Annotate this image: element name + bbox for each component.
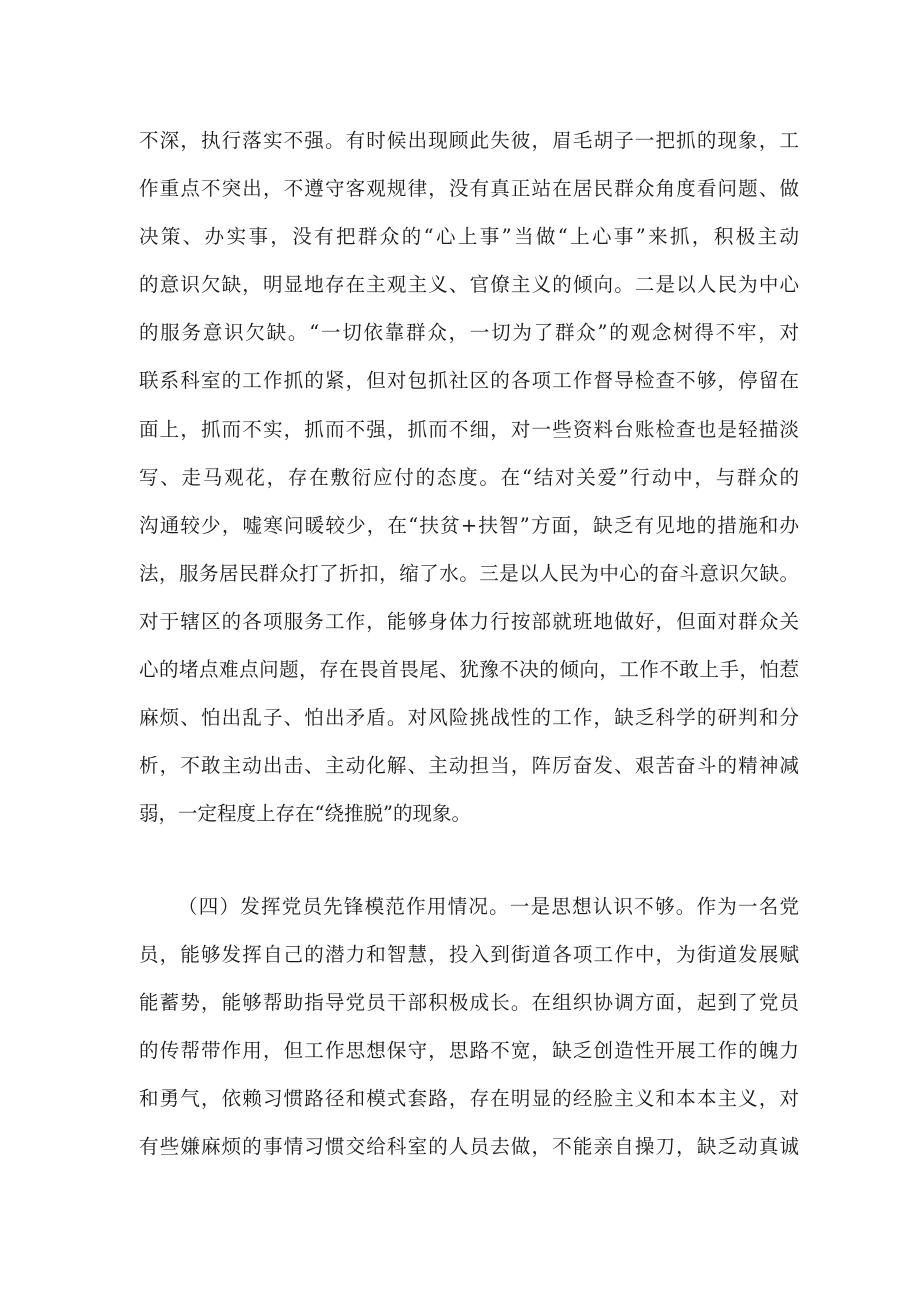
text-line: 弱，一定程度上存在“绕推脱”的现象。 — [139, 802, 471, 826]
text-line: 法，服务居民群众打了折扣，缩了水。三是以人民为中心的奋斗意识欠缺。 — [139, 561, 799, 585]
text-line: 析，不敢主动出击、主动化解、主动担当，阵厉奋发、艰苦奋斗的精神减 — [139, 754, 799, 778]
text-line: 面上，抓而不实，抓而不强，抓而不细，对一些资料台账检查也是轻描淡 — [139, 417, 799, 441]
text-line: 写、走马观花，存在敷衍应付的态度。在“结对关爱”行动中，与群众的 — [139, 465, 799, 489]
text-line: 的服务意识欠缺。“一切依靠群众，一切为了群众”的观念树得不牢，对 — [139, 321, 799, 345]
text-line: 沟通较少，嘘寒问暖较少，在“扶贫+扶智”方面，缺乏有见地的措施和办 — [139, 513, 799, 537]
text-line: 联系科室的工作抓的紧，但对包抓社区的各项工作督导检查不够，停留在 — [139, 369, 799, 393]
paragraph-party-member-role — [139, 883, 799, 1172]
section-heading-line: （四）发挥党员先锋模范作用情况。一是思想认识不够。作为一名党 — [178, 895, 799, 918]
text-line: 的意识欠缺，明显地存在主观主义、官僚主义的倾向。二是以人民为中心 — [139, 273, 799, 297]
text-line: 能蓄势，能够帮助指导党员干部积极成长。在组织协调方面，起到了党员 — [139, 991, 799, 1015]
text-line: 有些嫌麻烦的事情习惯交给科室的人员去做，不能亲自操刀，缺乏动真诚 — [139, 1135, 799, 1159]
text-line: 的传帮带作用，但工作思想保守，思路不宽，缺乏创造性开展工作的魄力 — [139, 1039, 799, 1063]
text-line: 心的堵点难点问题，存在畏首畏尾、犹豫不决的倾向，工作不敢上手，怕惹 — [139, 658, 799, 682]
text-line: 对于辖区的各项服务工作，能够身体力行按部就班地做好，但面对群众关 — [139, 609, 799, 633]
text-line: 员，能够发挥自己的潜力和智慧，投入到街道各项工作中，为街道发展赋 — [139, 943, 799, 967]
text-line: 不深，执行落实不强。有时候出现顾此失彼，眉毛胡子一把抓的现象，工 — [139, 129, 799, 152]
text-line: 作重点不突出，不遵守客观规律，没有真正站在居民群众角度看问题、做 — [139, 177, 799, 201]
text-line: 和勇气，依赖习惯路径和模式套路，存在明显的经脸主义和本本主义，对 — [139, 1087, 799, 1111]
text-line: 麻烦、怕出乱子、怕出矛盾。对风险挑战性的工作，缺乏科学的研判和分 — [139, 706, 799, 730]
text-line: 决策、办实事，没有把群众的“心上事”当做“上心事”来抓，积极主动 — [139, 225, 799, 249]
paragraph-party-service-awareness — [139, 117, 799, 838]
